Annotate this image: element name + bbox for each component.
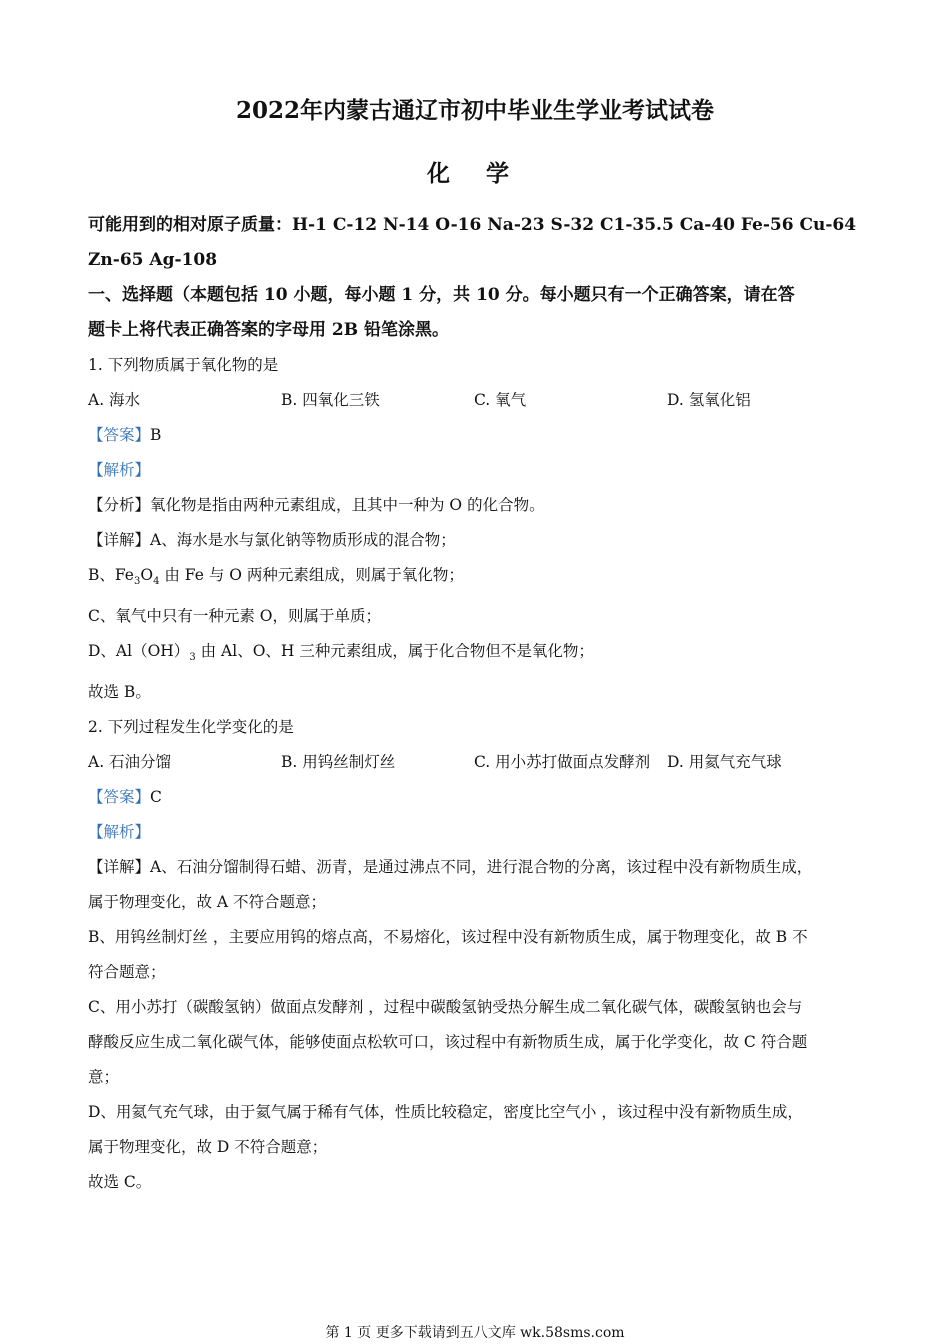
question-1-detail-d (88, 634, 860, 675)
question-2-option-d: D. 用氦气充气球 (667, 753, 782, 772)
question-1-conclusion: 故选 B。 (88, 683, 151, 702)
question-1-option-c: C. 氧气 (474, 391, 527, 409)
subject-heading: 化 学 (426, 160, 523, 187)
question-2-options (88, 745, 860, 780)
page-footer: 第 1 页 更多下载请到五八文库 wk.58sms.com (325, 1325, 625, 1341)
document-body (88, 208, 860, 1200)
answer-value: C (150, 788, 162, 807)
question-2-detail-c-line-1: C、用小苏打（碳酸氢钠）做面点发酵剂 ，过程中碳酸氢钠受热分解生成二氧化碳气体，碳酸氢钠也会与 (88, 998, 803, 1017)
question-1-answer (88, 418, 860, 453)
analysis-tag: 【解析】 (88, 823, 151, 842)
question-2-conclusion: 故选 C。 (88, 1173, 152, 1192)
question-2-detail-d-line-2: 属于物理变化，故 D 不符合题意； (88, 1138, 328, 1157)
text-run: D、Al（OH） (88, 642, 190, 661)
question-2-detail-b-line-2: 符合题意； (88, 963, 166, 982)
subscript: 3 (133, 576, 141, 588)
question-1-fenxi: 【分析】氧化物是指由两种元素组成，且其中一种为 O 的化合物。 (88, 496, 545, 514)
text-run: 由 Fe 与 O 两种元素组成，则属于氧化物； (159, 566, 464, 584)
question-2-stem: 2. 下列过程发生化学变化的是 (88, 718, 294, 737)
subscript: 4 (153, 576, 160, 588)
question-2-detail-c-line-2: 酵酸反应生成二氧化碳气体，能够使面点松软可口，该过程中有新物质生成，属于化学变化，故 C 符合题 (88, 1033, 808, 1052)
question-1-option-a: A. 海水 (88, 391, 141, 409)
question-1-detail-b (88, 558, 860, 599)
question-2-detail-a-line-1: 【详解】A、石油分馏制得石蜡、沥青，是通过沸点不同，进行混合物的分离，该过程中没有新物质生成， (88, 858, 813, 877)
text-run: O (140, 566, 154, 584)
answer-value: B (150, 426, 162, 444)
answer-tag: 【答案】 (88, 426, 151, 444)
question-1-stem: 1. 下列物质属于氧化物的是 (88, 356, 279, 374)
text-run: 由 Al、O、H 三种元素组成，属于化合物但不是氧化物； (195, 642, 594, 661)
answer-tag: 【答案】 (88, 788, 151, 807)
question-1-detail-c: C、氧气中只有一种元素 O，则属于单质； (88, 607, 381, 626)
question-2-option-a: A. 石油分馏 (88, 753, 172, 772)
question-2-answer (88, 780, 860, 815)
question-1-option-b: B. 四氧化三铁 (281, 391, 380, 409)
question-1-option-d: D. 氢氧化铝 (667, 391, 751, 409)
exam-title: 2022年内蒙古通辽市初中毕业生学业考试试卷 (235, 97, 714, 124)
subscript: 3 (189, 652, 196, 664)
atomic-masses-line-2: Zn-65 Ag-108 (88, 250, 218, 270)
question-2-detail-c-line-3: 意； (88, 1068, 120, 1087)
question-2-detail-b-line-1: B、用钨丝制灯丝 ，主要应用钨的熔点高，不易熔化，该过程中没有新物质生成，属于物理变化，故 B 不 (88, 928, 808, 947)
question-2-detail-d-line-1: D、用氦气充气球，由于氦气属于稀有气体，性质比较稳定，密度比空气小 ，该过程中没有新物质生成， (88, 1103, 803, 1122)
section-instructions-line-2: 题卡上将代表正确答案的字母用 2B 铅笔涂黑。 (88, 320, 450, 340)
question-1-detail-a: 【详解】A、海水是水与氯化钠等物质形成的混合物； (88, 531, 456, 549)
analysis-tag: 【解析】 (88, 461, 151, 479)
question-2-option-c: C. 用小苏打做面点发酵剂 (474, 753, 651, 772)
question-2-detail-a-line-2: 属于物理变化，故 A 不符合题意； (88, 893, 327, 912)
section-instructions-line-1: 一、选择题（本题包括 10 小题，每小题 1 分，共 10 分。每小题只有一个正确答案，请在答 (88, 285, 795, 305)
text-run: B、Fe (88, 566, 134, 584)
question-1-options (88, 383, 860, 418)
question-2-option-b: B. 用钨丝制灯丝 (281, 753, 396, 772)
atomic-masses-line-1: 可能用到的相对原子质量：H-1 C-12 N-14 O-16 Na-23 S-32 C1-35.5 Ca-40 Fe-56 Cu-64 (88, 215, 857, 235)
